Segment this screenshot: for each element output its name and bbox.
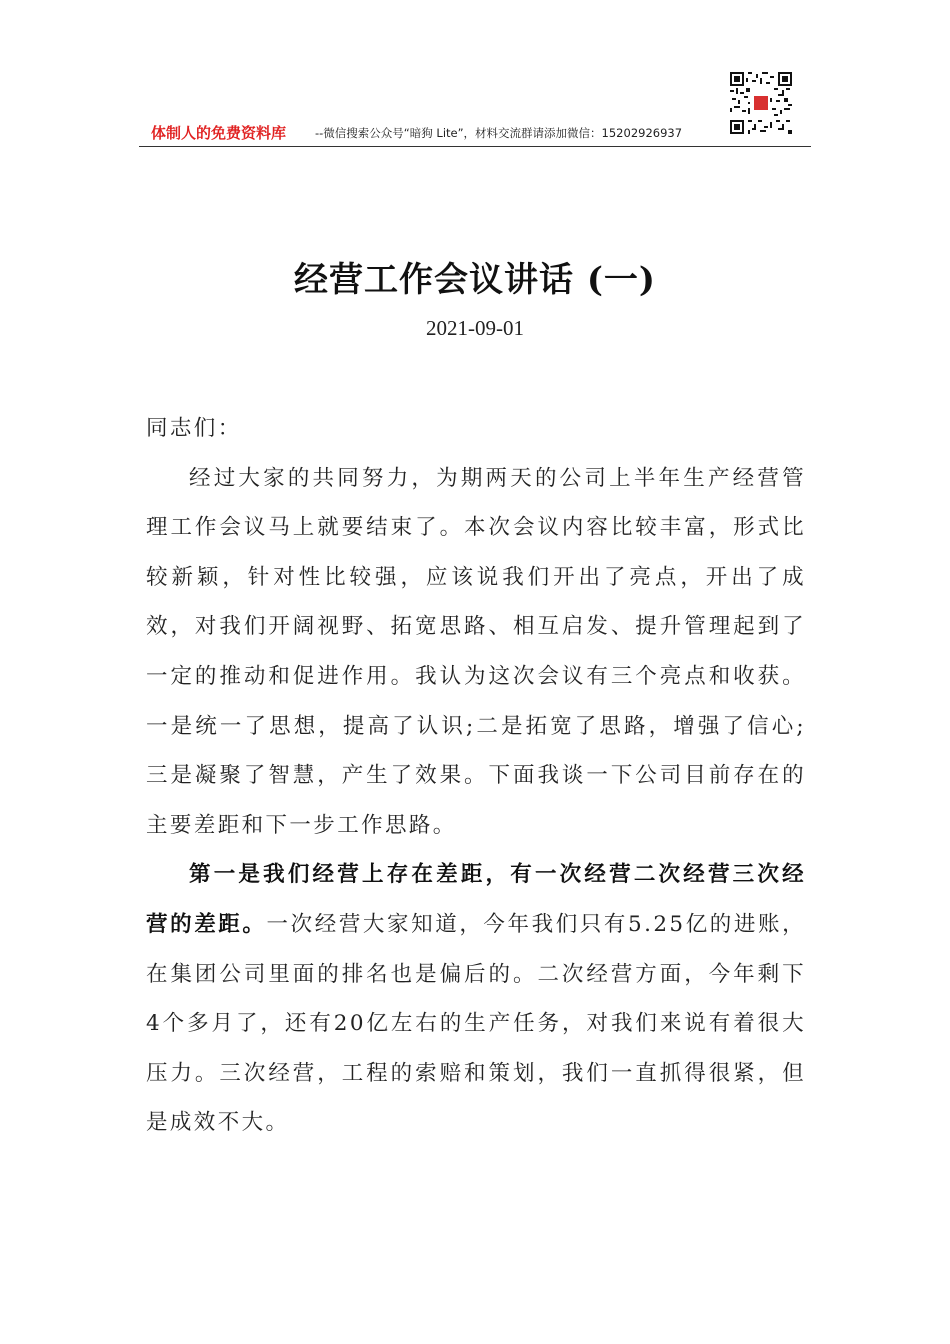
page-header xyxy=(139,118,811,147)
paragraph-2 xyxy=(146,850,806,1148)
paragraph-1: 经过大家的共同努力，为期两天的公司上半年生产经营管理工作会议马上就要结束了。本次会议内容比较丰富，形式比较新颖，针对性比较强，应该说我们开出了亮点，开出了成效，对我们开阔视野、拓宽思路、相互启发、提升管理起到了一定的推动和促进作用。我认为这次会议有三个亮点和收获。一是统一了思想，提高了认识;二是拓宽了思路，增强了信心;三是凝聚了智慧，产生了效果。下面我谈一下公司目前存在的主要差距和下一步工作思路。 xyxy=(146,465,806,838)
document-body xyxy=(146,404,806,1148)
document-date: 2021-09-01 xyxy=(426,316,524,340)
qr-code-icon xyxy=(730,72,792,134)
brand-label: 体制人的免费资料库 xyxy=(151,124,287,142)
paragraph-2-text: 一次经营大家知道，今年我们只有5.25亿的进账，在集团公司里面的排名也是偏后的。二次经营方面，今年剩下4个多月了，还有20亿左右的生产任务，对我们来说有着很大压力。三次经营，工程的索赔和策划，我们一直抓得很紧，但是成效不大。 xyxy=(146,911,806,1136)
document-title: 经营工作会议讲话 (一) xyxy=(293,260,656,300)
paragraph-2-heading: 第一是我们经营上存在差距，有一次经营二次经营三次经营的差距。 xyxy=(146,862,806,937)
promo-text: --微信搜索公众号“暗狗 Lite”，材料交流群请添加微信：15202926937 xyxy=(315,126,683,140)
salutation: 同志们： xyxy=(146,416,242,441)
